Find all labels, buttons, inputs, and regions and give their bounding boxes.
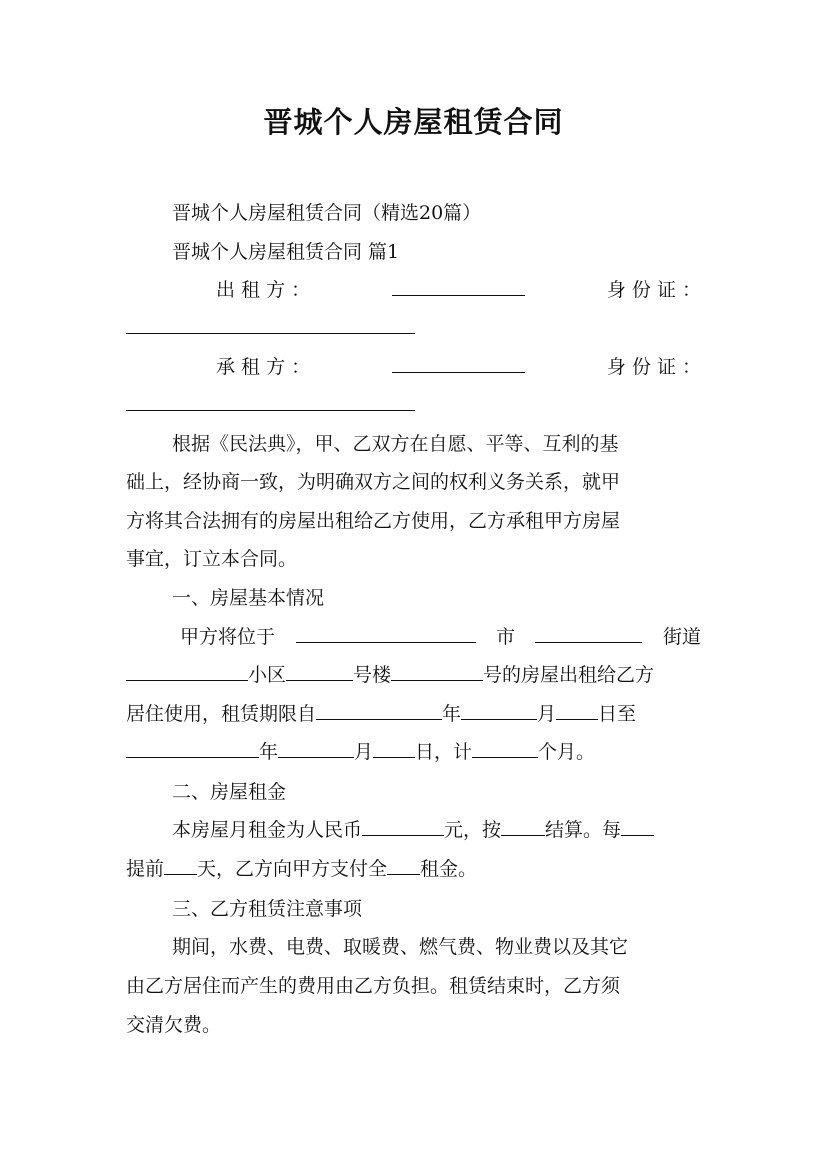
s2-line-1 <box>126 818 747 842</box>
blank-start-month <box>461 702 537 720</box>
blank-settlement <box>501 818 545 836</box>
blank-start-day <box>556 702 598 720</box>
blank-period <box>621 818 654 836</box>
s1-text-month-2: 月 <box>354 741 374 763</box>
s2-text-rent-end: 租金。 <box>420 858 478 880</box>
blank-end-month <box>278 740 354 758</box>
lessor-id-row <box>126 316 701 340</box>
s2-text-advance: 提前 <box>126 858 165 880</box>
s2-text-settle: 结算。每 <box>545 819 622 841</box>
s2-text-yuan: 元，按 <box>444 819 502 841</box>
blank-end-year <box>126 740 259 758</box>
s1-text-month: 月 <box>537 703 557 725</box>
intro-line-1: 根据《民法典》，甲、乙双方在自愿、平等、互利的基 <box>172 433 619 455</box>
s1-text-months: 个月。 <box>538 741 596 763</box>
s1-line-3 <box>126 702 701 726</box>
s3-line-2: 由乙方居住而产生的费用由乙方负担。租赁结束时，乙方须 <box>126 975 621 997</box>
blank-address <box>296 625 476 643</box>
s1-text-located: 甲方将位于 <box>180 626 276 648</box>
blank-rent-amount <box>362 818 444 836</box>
s1-text-year-2: 年 <box>259 741 279 763</box>
lessee-row <box>216 355 701 379</box>
s1-text-rent-out: 号的房屋出租给乙方 <box>483 664 655 686</box>
lessee-id-label: 身 份 证 ： <box>606 356 701 378</box>
s3-heading: 三、乙方租赁注意事项 <box>172 898 363 920</box>
s1-text-day-to: 日至 <box>598 703 637 725</box>
lessor-label: 出 租 方 ： <box>216 279 311 301</box>
blank-start-year <box>316 702 442 720</box>
intro-line-4: 事宜，订立本合同。 <box>126 548 298 570</box>
s1-text-district: 小区 <box>248 664 287 686</box>
lessor-id-label: 身 份 证 ： <box>606 279 701 301</box>
document-title: 晋城个人房屋租赁合同 <box>263 105 564 139</box>
s1-line-4 <box>126 740 701 764</box>
blank-months <box>472 740 538 758</box>
s1-heading: 一、房屋基本情况 <box>172 587 325 609</box>
lessee-id-row <box>126 393 701 417</box>
blank-street <box>126 663 248 681</box>
lessor-name-blank <box>392 278 525 296</box>
s1-text-building: 号楼 <box>353 664 392 686</box>
blank-city <box>535 625 642 643</box>
section-heading: 晋城个人房屋租赁合同 篇1 <box>172 241 400 263</box>
s1-line-1 <box>180 625 701 649</box>
blank-building <box>391 663 483 681</box>
s1-text-year: 年 <box>442 703 462 725</box>
s1-text-street: 街道 <box>662 626 701 648</box>
lessor-id-blank <box>126 316 415 334</box>
s2-text-pay: 天，乙方向甲方支付全 <box>197 858 388 880</box>
intro-line-3: 方将其合法拥有的房屋出租给乙方使用，乙方承租甲方房屋 <box>126 510 621 532</box>
lessee-label: 承 租 方 ： <box>216 356 311 378</box>
blank-pay-period <box>387 857 420 875</box>
s2-line-2 <box>126 857 701 881</box>
s1-text-use: 居住使用，租赁期限自 <box>126 703 317 725</box>
s1-line-2 <box>126 663 701 687</box>
s2-text-rent: 本房屋月租金为人民币 <box>172 819 363 841</box>
s3-line-1: 期间，水费、电费、取暖费、燃气费、物业费以及其它 <box>172 936 629 958</box>
s1-text-day-total: 日，计 <box>415 741 473 763</box>
blank-advance-days <box>164 857 197 875</box>
s1-text-city: 市 <box>495 626 515 648</box>
s2-heading: 二、房屋租金 <box>172 781 287 803</box>
lessee-name-blank <box>392 355 525 373</box>
blank-district <box>286 663 353 681</box>
lessee-id-blank <box>126 393 415 411</box>
s3-line-3: 交清欠费。 <box>126 1014 222 1036</box>
subtitle: 晋城个人房屋租赁合同（精选20篇） <box>172 202 482 224</box>
lessor-row <box>216 278 701 302</box>
blank-end-day <box>373 740 415 758</box>
intro-line-2: 础上，经协商一致，为明确双方之间的权利义务关系，就甲 <box>126 471 621 493</box>
